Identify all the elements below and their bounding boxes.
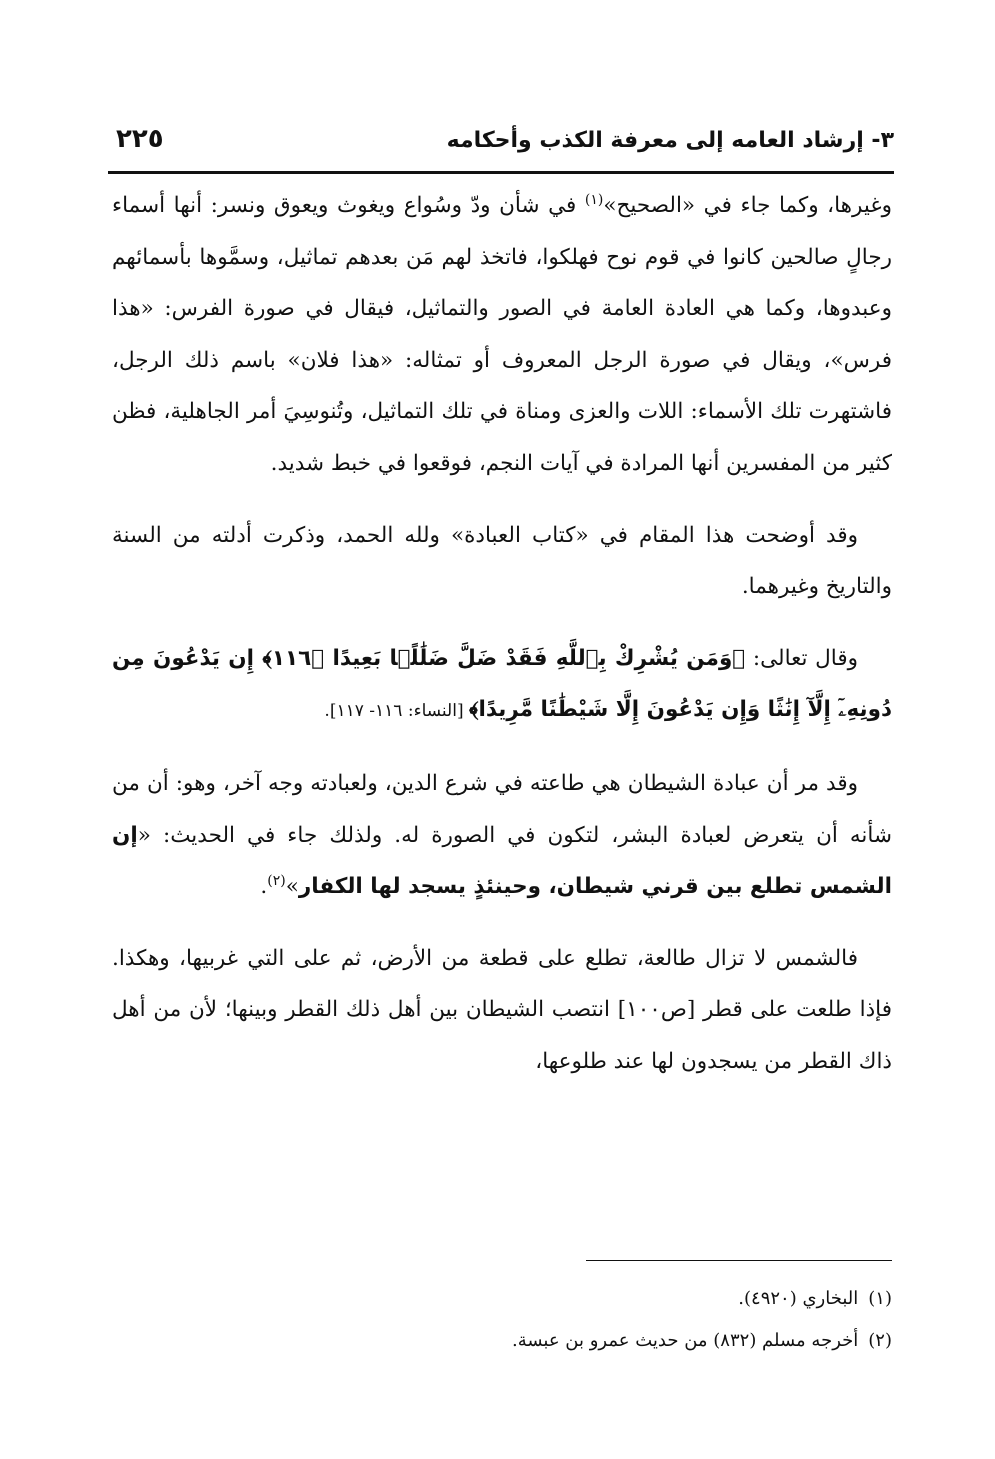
quran-verse: ﴿وَمَن يُشْرِكْ بِٱللَّهِ فَقَدْ ضَلَّ ضَلَٰلًۢا بَعِيدًا ﴿١١٦﴾ إِن يَدْعُونَ مِن دُونِهِۦٓ إِلَّآ إِنَٰثًا وَإِن يَدْعُونَ إِلَّا شَيْطَٰنًا مَّرِيدًا﴾ — [112, 645, 892, 723]
page-number: ٢٢٥ — [116, 124, 164, 154]
hadith-quote: إن الشمس تطلع بين قرني شيطان، وحينئذٍ يسجد لها الكفار — [112, 822, 892, 900]
footnote-1-text: البخاري (٤٩٢٠). — [738, 1288, 859, 1309]
paragraph-4-text-c: . — [260, 874, 268, 900]
paragraph-1-text-a: وغيرها، وكما جاء في «الصحيح» — [603, 193, 892, 218]
main-text — [112, 180, 892, 1088]
paragraph-4 — [112, 758, 892, 913]
paragraph-1 — [112, 180, 892, 490]
footnote-divider — [586, 1260, 892, 1261]
paragraph-4-text-a: وقد مر أن عبادة الشيطان هي طاعته في شرع الدين، ولعبادته وجه آخر، وهو: أن من شأنه أن يتعرض لعبادة البشر، لتكون في الصورة له. ولذلك جاء في الحديث: « — [112, 770, 892, 848]
paragraph-2: وقد أوضحت هذا المقام في «كتاب العبادة» ولله الحمد، وذكرت أدلته من السنة والتاريخ وغيرهما. — [112, 522, 892, 600]
paragraph-5: فالشمس لا تزال طالعة، تطلع على قطعة من الأرض، ثم على التي غربيها، وهكذا. فإذا طلعت على قطر [ص١٠٠] انتصب الشيطان بين أهل ذلك القطر وبينها؛ لأن من أهل ذاك القطر من يسجدون لها عند طلوعها، — [112, 945, 893, 1074]
paragraph-3-intro: وقال تعالى: — [745, 645, 859, 671]
verse-reference: [النساء: ١١٦- ١١٧]. — [324, 701, 469, 722]
footnote-1 — [112, 1278, 892, 1320]
footnote-2-text: أخرجه مسلم (٨٣٢) من حديث عمرو بن عبسة. — [511, 1330, 859, 1351]
footnote-1-number: (١) — [868, 1288, 892, 1309]
chapter-title: ٣- إرشاد العامه إلى معرفة الكذب وأحكامه — [446, 128, 894, 153]
footnote-ref-2: (٢) — [267, 872, 286, 889]
footnotes — [112, 1278, 892, 1362]
footnote-2 — [112, 1320, 892, 1362]
header-divider — [108, 171, 894, 174]
running-header — [108, 122, 894, 166]
paragraph-4-text-b: » — [285, 874, 299, 900]
paragraph-1-text-b: في شأن ودّ وسُواع ويغوث ويعوق ونسر: أنها أسماء رجالٍ صالحين كانوا في قوم نوح فهلكوا، فاتخذ لهم مَن بعدهم تماثيل، وسمَّوها بأسمائهم وعبدوها، وكما هي العادة العامة في الصور والتماثيل، فيقال في صورة الفرس: «هذا فرس»، ويقال في صورة الرجل المعروف أو تمثاله: «هذا فلان» باسم ذلك الرجل، فاشتهرت تلك الأسماء: اللات والعزى ومناة في تلك التماثيل، وتُنوسِيَ أمر الجاهلية، فظن كثير من المفسرين أنها المرادة في آيات النجم، فوقعوا في خبط شديد. — [112, 193, 892, 476]
paragraph-3 — [112, 633, 892, 738]
footnote-ref-1: (١) — [584, 191, 604, 208]
footnote-2-number: (٢) — [868, 1330, 892, 1351]
